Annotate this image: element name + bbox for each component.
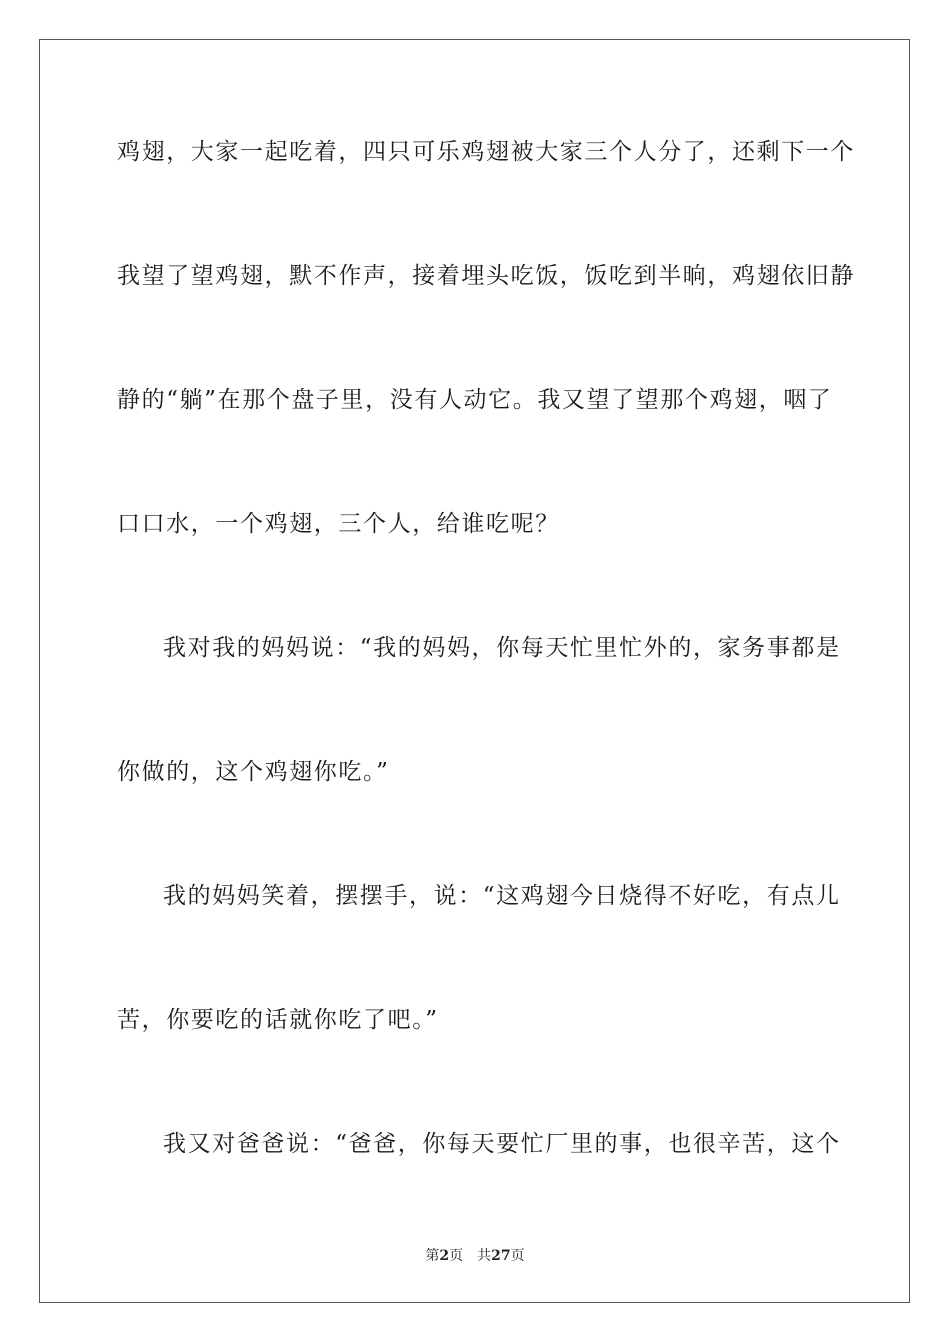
text-line-8: 苦，你要吃的话就你吃了吧。” bbox=[117, 1007, 439, 1033]
text-line-6: 你做的，这个鸡翅你吃。” bbox=[117, 759, 390, 785]
text-line-4: 口口水，一个鸡翅，三个人，给谁吃呢？ bbox=[117, 511, 560, 537]
footer-page-number: 2 bbox=[439, 1248, 450, 1264]
page-footer bbox=[0, 1246, 950, 1266]
text-line-2: 我望了望鸡翅，默不作声，接着埋头吃饭，饭吃到半晌，鸡翅依旧静 bbox=[117, 263, 855, 289]
footer-page-suffix: 页 bbox=[449, 1248, 464, 1264]
page-border bbox=[39, 39, 910, 1303]
footer-total-pages: 27 bbox=[491, 1248, 511, 1264]
text-line-1: 鸡翅，大家一起吃着，四只可乐鸡翅被大家三个人分了，还剩下一个 bbox=[117, 139, 855, 165]
text-line-5: 我对我的妈妈说：“我的妈妈，你每天忙里忙外的，家务事都是 bbox=[163, 635, 841, 661]
footer-total-prefix: 共 bbox=[477, 1248, 492, 1264]
text-line-3: 静的“躺”在那个盘子里，没有人动它。我又望了望那个鸡翅，咽了 bbox=[117, 387, 833, 413]
text-line-9: 我又对爸爸说：“爸爸，你每天要忙厂里的事，也很辛苦，这个 bbox=[163, 1131, 841, 1157]
footer-total-suffix: 页 bbox=[510, 1248, 525, 1264]
footer-page-prefix: 第 bbox=[425, 1248, 440, 1264]
text-line-7: 我的妈妈笑着，摆摆手，说：“这鸡翅今日烧得不好吃，有点儿 bbox=[163, 883, 841, 909]
